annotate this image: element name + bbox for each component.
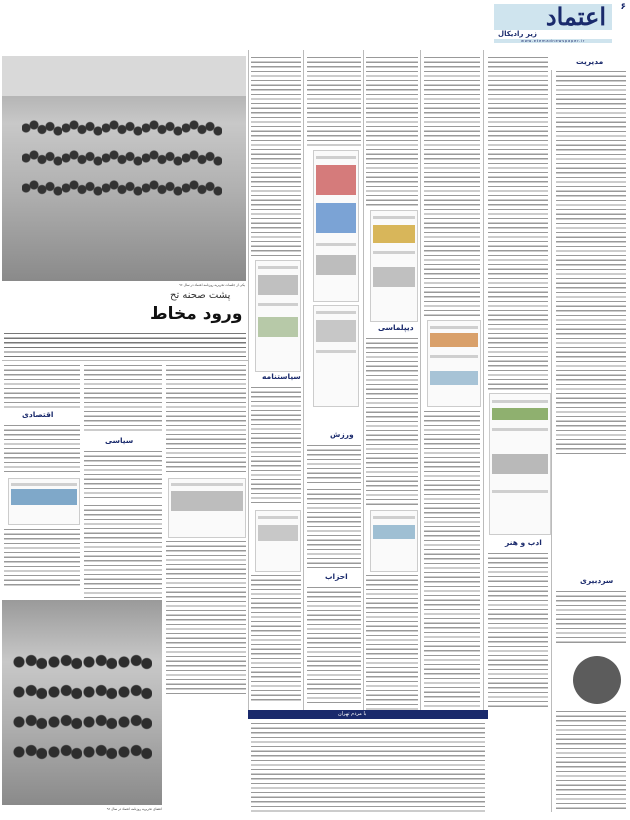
newspaper-thumbnail: [255, 510, 301, 572]
text-block: [251, 574, 301, 704]
author-photo: [573, 656, 621, 704]
logo-box: [494, 4, 612, 30]
headline-main: ورود مخاط: [150, 304, 243, 324]
newsroom-photo-top: [2, 56, 246, 281]
text-block: [424, 410, 480, 710]
text-block: [556, 70, 626, 455]
logo-text: اعتماد: [545, 2, 606, 31]
newspaper-thumbnail: [313, 150, 359, 302]
tehran-banner-label: با مردم تهران: [338, 711, 367, 717]
text-block: [4, 528, 80, 588]
text-block: [4, 424, 80, 474]
newspaper-thumbnail: [313, 305, 359, 407]
section-title-diplomacy: دیپلماسی: [378, 323, 414, 332]
text-block: [307, 488, 361, 568]
text-block: [307, 444, 361, 484]
page-number: ۶: [620, 2, 626, 12]
masthead-subtitle: زیر رادیکال: [498, 30, 537, 38]
masthead-website: www.etemadnewspaper.ir: [494, 39, 612, 43]
text-block: [488, 585, 548, 710]
newspaper-thumbnail: [168, 478, 246, 538]
text-block: [84, 450, 162, 500]
text-block: [488, 56, 548, 390]
text-block: [366, 56, 418, 206]
section-title-economic: اقتصادی: [22, 410, 54, 419]
text-block: [307, 586, 361, 706]
text-block: [366, 574, 418, 710]
headline-kicker: پشت صحنه تح: [170, 290, 231, 301]
text-block: [84, 364, 162, 434]
text-block: [424, 56, 480, 316]
section-title-politics: سیاسی: [105, 436, 134, 445]
newspaper-thumbnail: [370, 210, 418, 322]
section-title-literature: ادب و هنر: [505, 538, 542, 547]
text-block: [556, 590, 626, 645]
text-block: [166, 364, 246, 474]
photo-caption-top: یکی از جلسات تحریریه روزنامه اعتماد در سال ۹۶: [179, 283, 245, 287]
text-block: [488, 552, 548, 582]
column-divider: [303, 50, 304, 710]
column-divider: [248, 50, 249, 710]
masthead: [488, 2, 626, 46]
text-block: [166, 540, 246, 695]
column-divider: [551, 70, 552, 812]
text-block: [251, 56, 301, 256]
newspaper-thumbnail: [255, 260, 301, 372]
text-block: [307, 56, 361, 146]
newsroom-photo-bottom: [2, 600, 162, 805]
text-block: [251, 386, 301, 506]
text-block: [251, 722, 485, 814]
column-divider: [420, 50, 421, 710]
column-divider: [483, 50, 484, 710]
text-block: [84, 504, 162, 604]
section-title-management: مدیریت: [576, 57, 604, 66]
photo-caption-bottom: اعضای تحریریه روزنامه اعتماد در سال ۹۶: [106, 807, 162, 811]
text-block: [4, 364, 80, 409]
row-divider: [2, 360, 248, 361]
section-title-politics-alt: سیاستنامه: [262, 372, 301, 381]
text-block: [366, 337, 418, 507]
newspaper-thumbnail: [8, 478, 80, 525]
column-divider: [363, 50, 364, 710]
lead-text: [4, 332, 246, 358]
newspaper-thumbnail: [489, 393, 551, 535]
newspaper-thumbnail: [427, 320, 481, 407]
tehran-banner: [248, 710, 488, 719]
newspaper-thumbnail: [370, 510, 418, 572]
section-title-parties: احزاب: [325, 572, 348, 581]
text-block: [556, 710, 626, 810]
section-title-sport: ورزش: [330, 430, 354, 439]
section-title-chief-editor: سردبیری: [580, 576, 614, 585]
